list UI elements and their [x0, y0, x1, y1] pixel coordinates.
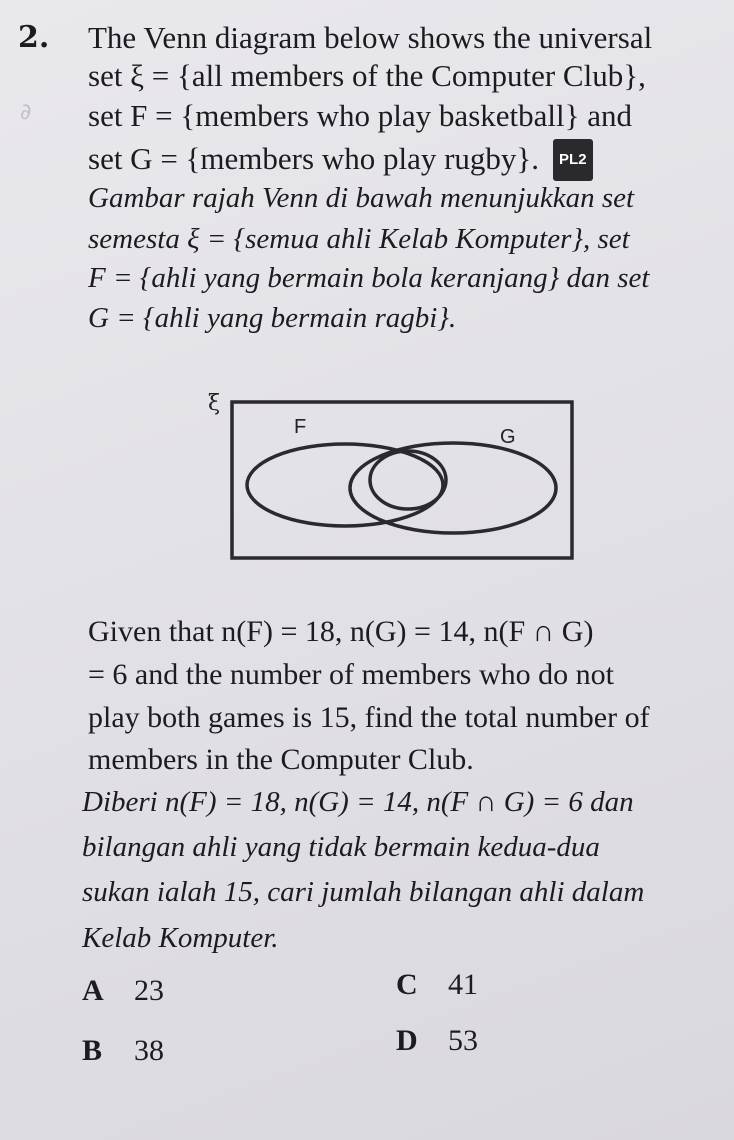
diberi-line-2: bilangan ahli yang tidak bermain kedua-dua	[82, 831, 600, 863]
given-line-1: Given that n(F) = 18, n(G) = 14, n(F ∩ G)	[88, 615, 594, 648]
pl2-badge: PL2	[553, 139, 593, 181]
set-g-ellipse	[350, 443, 556, 533]
malay-line-2: semesta ξ = {semua ahli Kelab Komputer}, set	[88, 223, 630, 255]
english-line-2: set F = {members who play basketball} and	[88, 98, 632, 133]
malay-line-3: F = {ahli yang bermain bola keranjang} dan set	[88, 262, 650, 294]
universal-set-label: ξ	[208, 391, 221, 416]
option-c-value: 41	[448, 968, 478, 1001]
show-through-text: ∂	[20, 100, 32, 125]
diberi-line-3: sukan ialah 15, cari jumlah bilangan ahli dalam	[82, 876, 645, 908]
option-d[interactable]	[396, 1024, 478, 1058]
option-d-letter: D	[396, 1024, 418, 1057]
option-d-value: 53	[448, 1024, 478, 1057]
diberi-line-4: Kelab Komputer.	[82, 922, 279, 954]
given-line-2: = 6 and the number of members who do not	[88, 658, 614, 691]
inner-circle	[370, 451, 446, 509]
english-line-1: set ξ = {all members of the Computer Club},	[88, 58, 646, 93]
set-g-label: G	[500, 426, 516, 448]
option-c[interactable]	[396, 968, 478, 1002]
english-line-3	[88, 139, 593, 181]
option-b-letter: B	[82, 1034, 103, 1067]
option-b[interactable]	[82, 1034, 164, 1068]
set-f-ellipse	[247, 444, 443, 526]
option-a-letter: A	[82, 974, 104, 1007]
question-number: 2.	[18, 20, 50, 55]
given-line-4: members in the Computer Club.	[88, 743, 474, 776]
option-c-letter: C	[396, 968, 418, 1001]
malay-line-1: Gambar rajah Venn di bawah menunjukkan set	[88, 182, 635, 214]
venn-diagram	[180, 388, 580, 568]
universal-set-rectangle	[232, 402, 572, 558]
malay-line-4: G = {ahli yang bermain ragbi}.	[88, 302, 457, 334]
option-a[interactable]	[82, 974, 164, 1008]
english-line-3-text: set G = {members who play rugby}.	[88, 141, 540, 176]
given-line-3: play both games is 15, find the total number of	[88, 701, 650, 734]
option-b-value: 38	[134, 1034, 164, 1067]
option-a-value: 23	[134, 974, 164, 1007]
intro-line: The Venn diagram below shows the universal	[88, 20, 653, 55]
diberi-line-1: Diberi n(F) = 18, n(G) = 14, n(F ∩ G) = 6 dan	[82, 786, 634, 818]
set-f-label: F	[294, 416, 307, 438]
